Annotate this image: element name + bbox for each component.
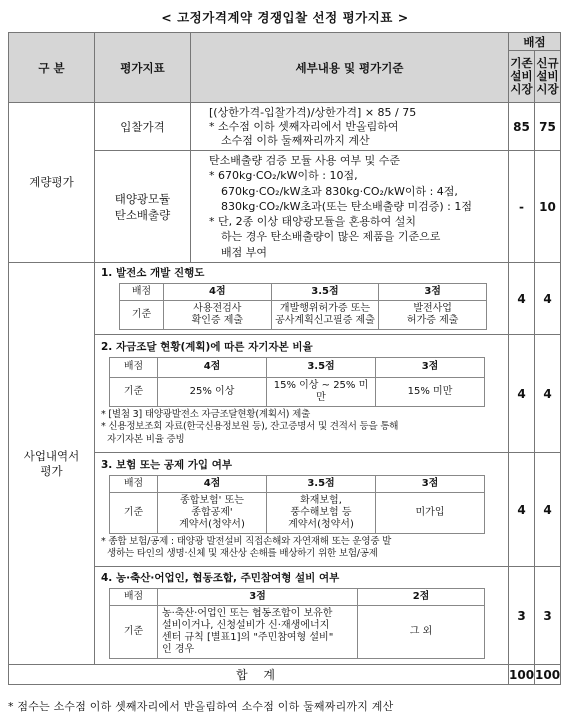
criteria-cell: 15% 이상 ~ 25% 미만 xyxy=(267,377,376,406)
indicator-carbon-emission: 태양광모듈 탄소배출량 xyxy=(95,151,191,263)
total-label: 합 계 xyxy=(9,665,509,685)
row-label-criteria: 기준 xyxy=(110,377,158,406)
item-note: * [별첨 3] 태양광발전소 자금조달현황(계획서) 제출 * 신용정보조회 자료(한국신용정보원 등), 잔고증명서 및 견적서 등을 통해 자기자본 비율 증빙 xyxy=(101,408,399,445)
header-criteria: 세부내용 및 평가기준 xyxy=(191,33,509,103)
row-label-score: 배점 xyxy=(110,475,158,492)
criteria-cell: 화재보험, 풍수해보험 등 계약서(청약서) xyxy=(267,492,376,533)
indicator-bid-price: 입찰가격 xyxy=(95,103,191,151)
score-head: 3점 xyxy=(379,284,487,301)
item-score-table xyxy=(119,283,487,330)
footnote: * 점수는 소수점 이하 셋째자리에서 반올림하여 소수점 이하 둘째짜리까지 계산 xyxy=(8,700,394,713)
criteria-cell: 개발행위허가증 또는 공사계획신고필증 제출 xyxy=(271,301,379,330)
header-existing-market: 기존 설비 시장 xyxy=(509,51,535,103)
total-new: 100 xyxy=(535,665,561,685)
score-price-new: 75 xyxy=(535,103,561,151)
score-head: 3.5점 xyxy=(271,284,379,301)
criteria-cell: 미가입 xyxy=(376,492,485,533)
item-title: 4. 농·축산·어업인, 협동조합, 주민참여형 설비 여부 xyxy=(101,572,340,584)
criteria-cell: 종합보험' 또는 종합공제' 계약서(청약서) xyxy=(158,492,267,533)
score-head: 3.5점 xyxy=(267,475,376,492)
score-item3-new: 4 xyxy=(535,453,561,567)
row-label-score: 배점 xyxy=(120,284,164,301)
item-score-table xyxy=(109,357,485,407)
total-existing: 100 xyxy=(509,665,535,685)
business-item-development xyxy=(95,263,509,335)
item-title: 3. 보험 또는 공제 가입 여부 xyxy=(101,458,233,471)
item-title: 1. 발전소 개발 진행도 xyxy=(101,267,205,279)
score-head: 3.5점 xyxy=(267,357,376,377)
category-quantitative: 계량평가 xyxy=(9,103,95,263)
row-label-criteria: 기준 xyxy=(120,301,164,330)
score-head: 3점 xyxy=(158,589,358,606)
score-carbon-existing: - xyxy=(509,151,535,263)
header-indicator: 평가지표 xyxy=(95,33,191,103)
score-head: 3점 xyxy=(376,357,485,377)
score-item2-existing: 4 xyxy=(509,335,535,453)
criteria-bid-price: [(상한가격-입찰가격)/상한가격] × 85 / 75 * 소수점 이하 셋째자리에서 반올림하여 소수점 이하 둘째짜리까지 계산 xyxy=(191,103,509,151)
item-score-table xyxy=(109,475,485,534)
row-label-score: 배점 xyxy=(110,357,158,377)
evaluation-table xyxy=(8,32,561,685)
score-head: 4점 xyxy=(158,475,267,492)
score-head: 3점 xyxy=(376,475,485,492)
score-item1-existing: 4 xyxy=(509,263,535,335)
score-item4-existing: 3 xyxy=(509,567,535,665)
criteria-cell: 그 외 xyxy=(358,606,485,659)
page-title: < 고정가격계약 경쟁입찰 선정 평가지표 > xyxy=(161,10,409,25)
header-new-market: 신규 설비 시장 xyxy=(535,51,561,103)
score-item4-new: 3 xyxy=(535,567,561,665)
business-item-insurance xyxy=(95,453,509,567)
criteria-cell: 발전사업 허가증 제출 xyxy=(379,301,487,330)
row-label-criteria: 기준 xyxy=(110,606,158,659)
item-score-table xyxy=(109,588,485,659)
score-item3-existing: 4 xyxy=(509,453,535,567)
criteria-cell: 사용전검사 확인증 제출 xyxy=(164,301,272,330)
score-item2-new: 4 xyxy=(535,335,561,453)
criteria-carbon-emission: 탄소배출량 검증 모듈 사용 여부 및 수준 * 670kg·CO₂/kW이하 : 10점, 670kg·CO₂/kW초과 830kg·CO₂/kW이하 : 4점, 830kg·CO₂/kW초과(또는 탄소배출량 미검증) : 1점 * 단, 2종 이상 태양광모듈을 혼용하여 설치 하는 경우 탄소배출량이 많은 제품을 기준으로 배점 부여 xyxy=(191,151,509,263)
score-head: 4점 xyxy=(158,357,267,377)
score-head: 2점 xyxy=(358,589,485,606)
business-item-equity xyxy=(95,335,509,453)
item-note: * 종합 보험/공제 : 태양광 발전설비 직접손해와 자연재해 또는 운영중 발 생하는 타인의 생명·신체 및 재산상 손해를 배상하기 위한 보험/공제 xyxy=(101,535,392,559)
score-head: 4점 xyxy=(164,284,272,301)
score-item1-new: 4 xyxy=(535,263,561,335)
criteria-cell: 15% 미만 xyxy=(376,377,485,406)
score-carbon-new: 10 xyxy=(535,151,561,263)
category-business-plan: 사업내역서 평가 xyxy=(9,263,95,665)
header-points: 배점 xyxy=(509,33,561,51)
criteria-cell: 농·축산·어업인 또는 협동조합이 보유한 설비이거나, 신청설비가 신·재생에너지 센터 규칙 [별표1]의 "주민참여형 설비" 인 경우 xyxy=(158,606,358,659)
row-label-criteria: 기준 xyxy=(110,492,158,533)
score-price-existing: 85 xyxy=(509,103,535,151)
row-label-score: 배점 xyxy=(110,589,158,606)
business-item-participation xyxy=(95,567,509,665)
header-category: 구 분 xyxy=(9,33,95,103)
item-title: 2. 자금조달 현황(계획)에 따른 자기자본 비율 xyxy=(101,340,313,353)
criteria-cell: 25% 이상 xyxy=(158,377,267,406)
